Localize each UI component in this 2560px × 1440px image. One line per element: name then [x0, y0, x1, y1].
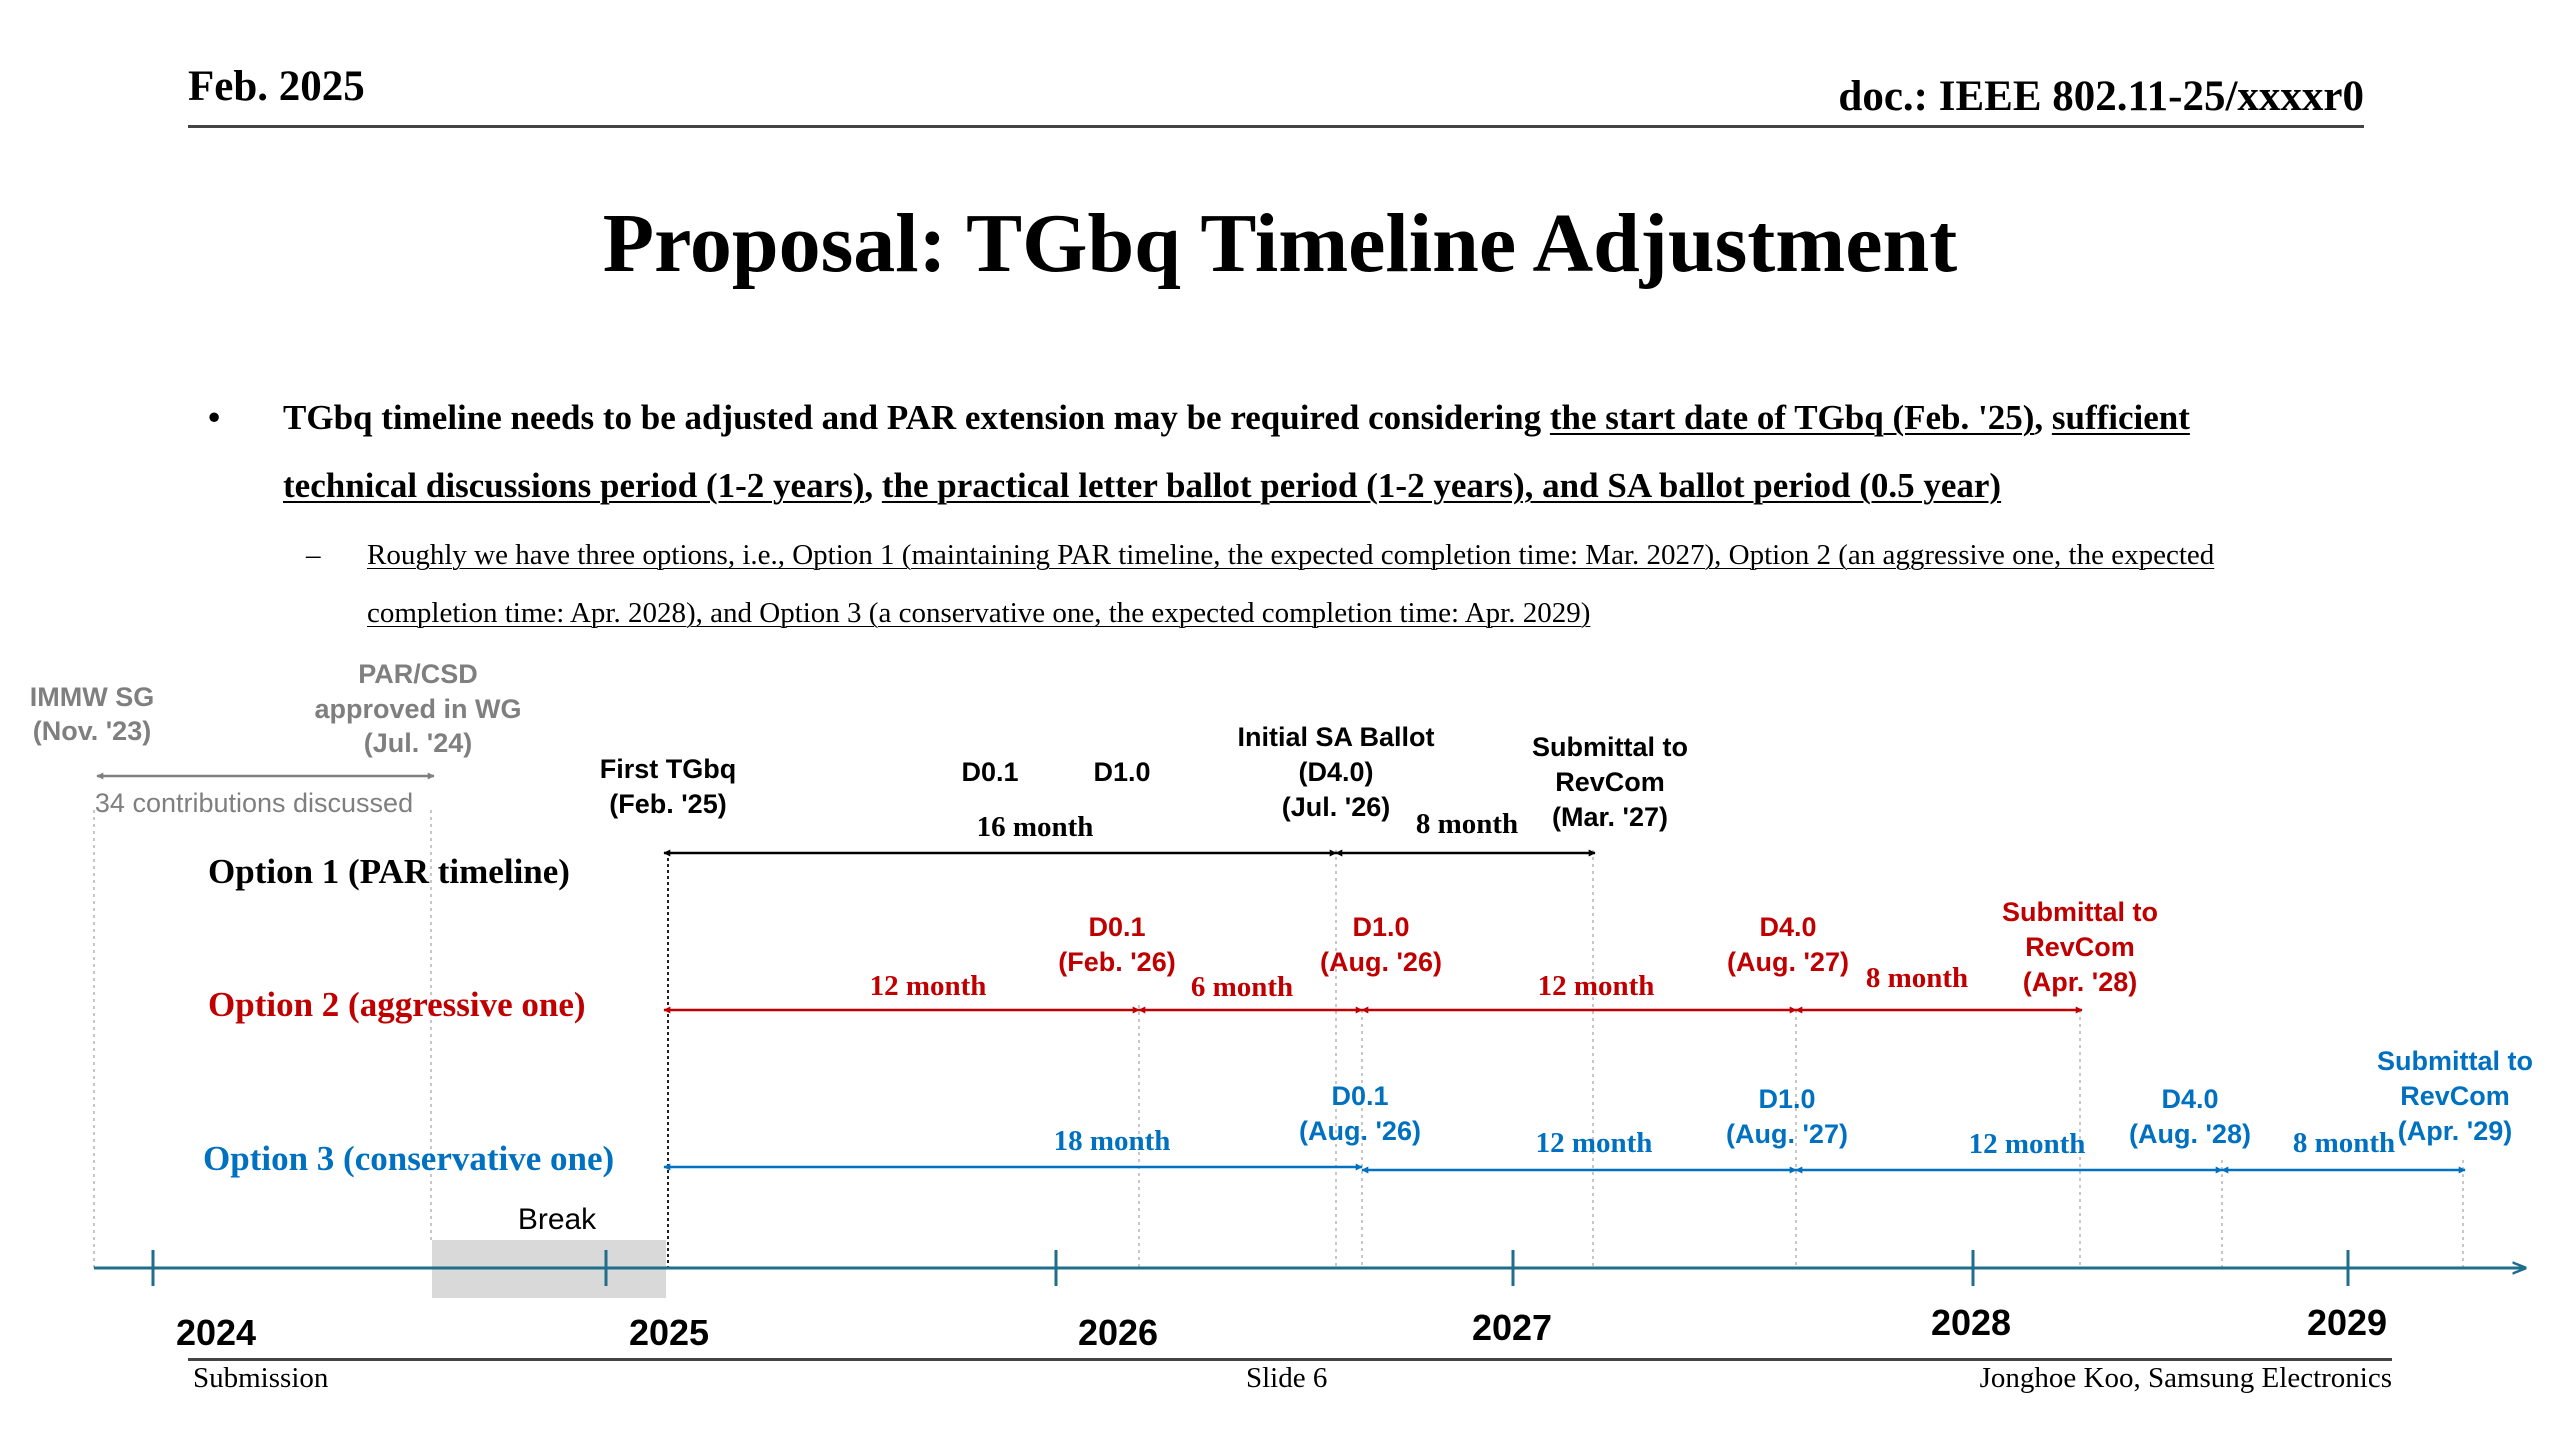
opt2-d01-line-2: (Feb. '26) — [1058, 947, 1176, 977]
year-2026: 2026 — [1077, 1312, 1159, 1353]
par-label-line-2: approved in WG — [314, 694, 522, 724]
year-2027: 2027 — [1471, 1307, 1553, 1348]
bullet-separator: , — [864, 466, 882, 505]
opt3-d10-line-2: (Aug. '27) — [1726, 1119, 1848, 1149]
opt1-revcom-line-1: Submittal to — [1532, 732, 1688, 762]
opt2-duration-8-month: 8 month — [1865, 962, 1969, 994]
bullet-underlined-ballot-periods: the practical letter ballot period (1-2 years), and SA ballot period (0.5 year) — [881, 466, 2002, 505]
slide-title: Proposal: TGbq Timeline Adjustment — [602, 197, 1958, 290]
opt3-d01-line-2: (Aug. '26) — [1299, 1116, 1421, 1146]
sub-bullet-line-1: Roughly we have three options, i.e., Option 1 (maintaining PAR timeline, the expected completion time: Mar. 2027), Option 2 (an aggressive one, the expected — [367, 539, 2215, 571]
opt1-first-line-1: First TGbq — [599, 754, 737, 784]
footer-author: Jonghoe Koo, Samsung Electronics — [1979, 1362, 2392, 1394]
bullet-separator: , — [2034, 398, 2052, 437]
opt2-revcom-line-1: Submittal to — [2002, 897, 2158, 927]
footer-slide-number: Slide 6 — [1246, 1362, 1328, 1394]
opt1-d10-label: D1.0 — [1093, 757, 1151, 787]
year-2029: 2029 — [2306, 1302, 2388, 1343]
footer-rule — [188, 1358, 2392, 1361]
opt2-duration-12-month-a: 12 month — [869, 970, 987, 1002]
opt3-d40-line-1: D4.0 — [2161, 1084, 2219, 1114]
opt2-d40-line-1: D4.0 — [1759, 912, 1817, 942]
opt3-duration-8-month: 8 month — [2292, 1127, 2396, 1159]
opt2-d01-line-1: D0.1 — [1088, 912, 1146, 942]
immw-label-line-2: (Nov. '23) — [32, 716, 152, 746]
opt3-duration-18-month: 18 month — [1053, 1125, 1171, 1157]
opt3-d40-line-2: (Aug. '28) — [2129, 1119, 2251, 1149]
par-label-line-1: PAR/CSD — [358, 659, 478, 689]
opt1-first-line-2: (Feb. '25) — [609, 789, 727, 819]
opt2-d10-line-2: (Aug. '26) — [1320, 947, 1442, 977]
bullet-underlined-technical-period: technical discussions period (1-2 years) — [283, 466, 865, 505]
opt3-revcom-line-1: Submittal to — [2377, 1046, 2533, 1076]
opt1-duration-8-month: 8 month — [1415, 808, 1519, 840]
opt2-d40-line-2: (Aug. '27) — [1727, 947, 1849, 977]
bullet-text-part: TGbq timeline needs to be adjusted and PAR extension may be required considering — [283, 398, 1550, 437]
opt2-revcom-line-3: (Apr. '28) — [2022, 967, 2138, 997]
option3-label: Option 3 (conservative one) — [203, 1139, 615, 1178]
bullet-underlined-sufficient: sufficient — [2051, 398, 2190, 437]
opt3-revcom-line-3: (Apr. '29) — [2397, 1116, 2513, 1146]
opt3-d10-line-1: D1.0 — [1758, 1084, 1816, 1114]
break-label: Break — [517, 1203, 597, 1236]
opt2-d10-line-1: D1.0 — [1352, 912, 1410, 942]
opt3-duration-12-month-a: 12 month — [1535, 1127, 1653, 1159]
sub-bullet-marker: – — [306, 539, 321, 571]
contributions-label: 34 contributions discussed — [94, 788, 414, 818]
opt2-revcom-line-2: RevCom — [2025, 932, 2135, 962]
opt3-d01-line-1: D0.1 — [1331, 1081, 1389, 1111]
opt3-duration-12-month-b: 12 month — [1968, 1128, 2086, 1160]
option2-label: Option 2 (aggressive one) — [208, 985, 586, 1024]
par-label-line-3: (Jul. '24) — [363, 728, 473, 758]
year-2024: 2024 — [175, 1312, 257, 1353]
opt1-revcom-line-3: (Mar. '27) — [1552, 802, 1668, 832]
footer-submission: Submission — [193, 1362, 329, 1394]
opt1-revcom-line-2: RevCom — [1555, 767, 1665, 797]
opt1-sa-line-1: Initial SA Ballot — [1237, 722, 1435, 752]
opt1-sa-line-2: (D4.0) — [1298, 757, 1374, 787]
opt1-duration-16-month: 16 month — [976, 811, 1094, 843]
opt2-duration-6-month: 6 month — [1190, 971, 1294, 1003]
option1-label: Option 1 (PAR timeline) — [208, 852, 570, 891]
sub-bullet-line-2: completion time: Apr. 2028), and Option 3 (a conservative one, the expected completion time: Apr. 2029) — [367, 597, 1591, 629]
year-2028: 2028 — [1930, 1302, 2012, 1343]
header-doc-id: doc.: IEEE 802.11-25/xxxxr0 — [1838, 73, 2364, 120]
header-date: Feb. 2025 — [188, 63, 365, 110]
bullet-marker: • — [208, 398, 221, 437]
year-2025: 2025 — [628, 1312, 710, 1353]
opt1-sa-line-3: (Jul. '26) — [1281, 792, 1391, 822]
opt1-d01-label: D0.1 — [961, 757, 1019, 787]
immw-label-line-1: IMMW SG — [29, 682, 155, 712]
opt3-revcom-line-2: RevCom — [2400, 1081, 2510, 1111]
opt2-duration-12-month-b: 12 month — [1537, 970, 1655, 1002]
bullet-underlined-start-date: the start date of TGbq (Feb. '25) — [1549, 398, 2035, 437]
